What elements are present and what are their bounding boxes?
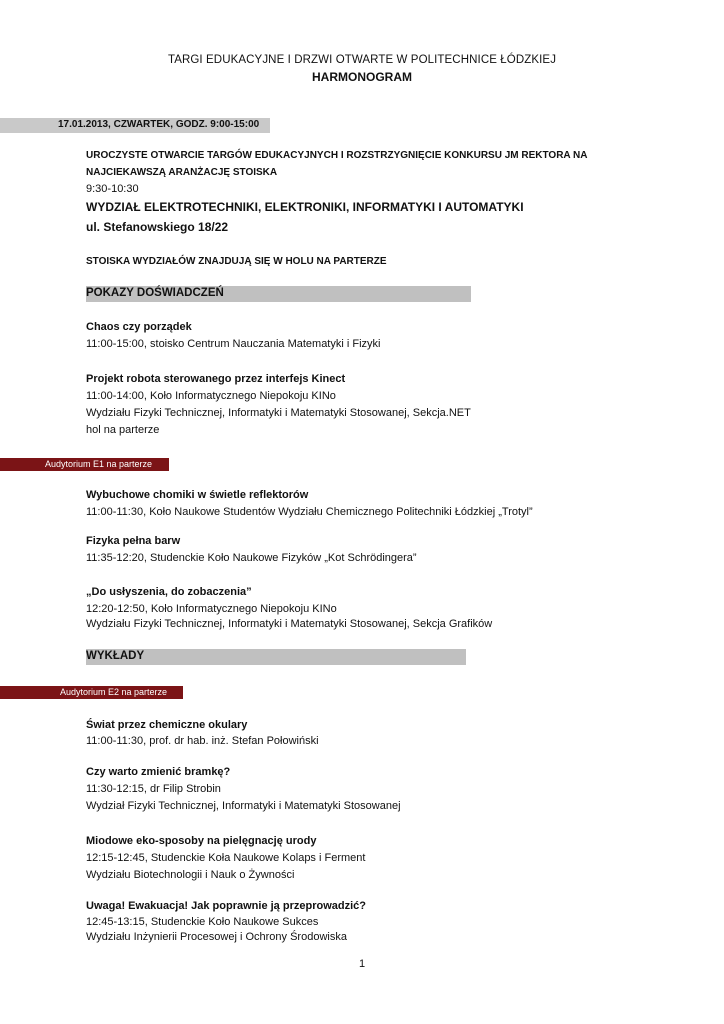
event-detail: 11:00-11:30, Koło Naukowe Studentów Wydziału Chemicznego Politechniki Łódzkiej „Trotyl” bbox=[86, 506, 533, 518]
opening-line-1: UROCZYSTE OTWARCIE TARGÓW EDUKACYJNYCH I ROZSTRZYGNIĘCIE KONKURSU JM REKTORA NA bbox=[86, 150, 588, 161]
section-bar-pokazy bbox=[86, 286, 471, 302]
document-title: TARGI EDUKACYJNE I DRZWI OTWARTE W POLITECHNICE ŁÓDZKIEJ bbox=[167, 54, 557, 66]
event-title: Uwaga! Ewakuacja! Jak poprawnie ją przeprowadzić? bbox=[86, 900, 366, 912]
event-detail: Wydziału Biotechnologii i Nauk o Żywności bbox=[86, 869, 295, 881]
event-detail: 11:00-14:00, Koło Informatycznego Niepokoju KINo bbox=[86, 390, 336, 402]
event-detail: 12:20-12:50, Koło Informatycznego Niepokoju KINo bbox=[86, 603, 337, 615]
event-detail: 11:00-11:30, prof. dr hab. inż. Stefan Połowiński bbox=[86, 735, 319, 747]
event-title: Projekt robota sterowanego przez interfejs Kinect bbox=[86, 373, 346, 385]
room-bar-e2 bbox=[0, 686, 183, 699]
event-title: „Do usłyszenia, do zobaczenia” bbox=[86, 586, 252, 598]
event-title: Miodowe eko-sposoby na pielęgnację urody bbox=[86, 835, 317, 847]
opening-time: 9:30-10:30 bbox=[86, 183, 139, 195]
opening-faculty: WYDZIAŁ ELEKTROTECHNIKI, ELEKTRONIKI, INFORMATYKI I AUTOMATYKI bbox=[86, 200, 524, 214]
opening-address: ul. Stefanowskiego 18/22 bbox=[86, 220, 229, 234]
event-detail: hol na parterze bbox=[86, 424, 160, 436]
event-detail: Wydziału Fizyki Technicznej, Informatyki i Matematyki Stosowanej, Sekcja Grafików bbox=[86, 618, 493, 630]
event-detail: 12:15-12:45, Studenckie Koła Naukowe Kolaps i Ferment bbox=[86, 852, 366, 864]
event-detail: Wydziału Fizyki Technicznej, Informatyki i Matematyki Stosowanej, Sekcja.NET bbox=[86, 407, 471, 419]
event-title: Chaos czy porządek bbox=[86, 321, 192, 333]
section-bar-wyklady bbox=[86, 649, 466, 665]
opening-line-2: NAJCIEKAWSZĄ ARANŻACJĘ STOISKA bbox=[86, 167, 278, 178]
event-detail: Wydział Fizyki Technicznej, Informatyki i Matematyki Stosowanej bbox=[86, 800, 401, 812]
date-banner bbox=[0, 118, 270, 133]
page-number: 1 bbox=[358, 958, 366, 970]
event-title: Fizyka pełna barw bbox=[86, 535, 181, 547]
event-detail: Wydziału Inżynierii Procesowej i Ochrony Środowiska bbox=[86, 931, 347, 943]
event-detail: 12:45-13:15, Studenckie Koło Naukowe Sukces bbox=[86, 916, 319, 928]
event-detail: 11:30-12:15, dr Filip Strobin bbox=[86, 783, 221, 795]
date-banner-text: 17.01.2013, CZWARTEK, GODZ. 9:00-15:00 bbox=[58, 119, 260, 130]
document-subtitle: HARMONOGRAM bbox=[312, 70, 412, 84]
room-label-e2: Audytorium E2 na parterze bbox=[60, 687, 168, 697]
room-label-e1: Audytorium E1 na parterze bbox=[45, 459, 153, 469]
event-title: Czy warto zmienić bramkę? bbox=[86, 766, 231, 778]
section-title-wyklady: WYKŁADY bbox=[86, 650, 145, 662]
event-detail: 11:00-15:00, stoisko Centrum Nauczania Matematyki i Fizyki bbox=[86, 338, 381, 350]
room-bar-e1 bbox=[0, 458, 169, 471]
event-detail: 11:35-12:20, Studenckie Koło Naukowe Fizyków „Kot Schrödingera” bbox=[86, 552, 417, 564]
event-title: Świat przez chemiczne okulary bbox=[86, 719, 248, 731]
event-title: Wybuchowe chomiki w świetle reflektorów bbox=[86, 489, 309, 501]
stands-note: STOISKA WYDZIAŁÓW ZNAJDUJĄ SIĘ W HOLU NA PARTERZE bbox=[86, 256, 387, 267]
section-title-pokazy: POKAZY DOŚWIADCZEŃ bbox=[86, 287, 224, 299]
